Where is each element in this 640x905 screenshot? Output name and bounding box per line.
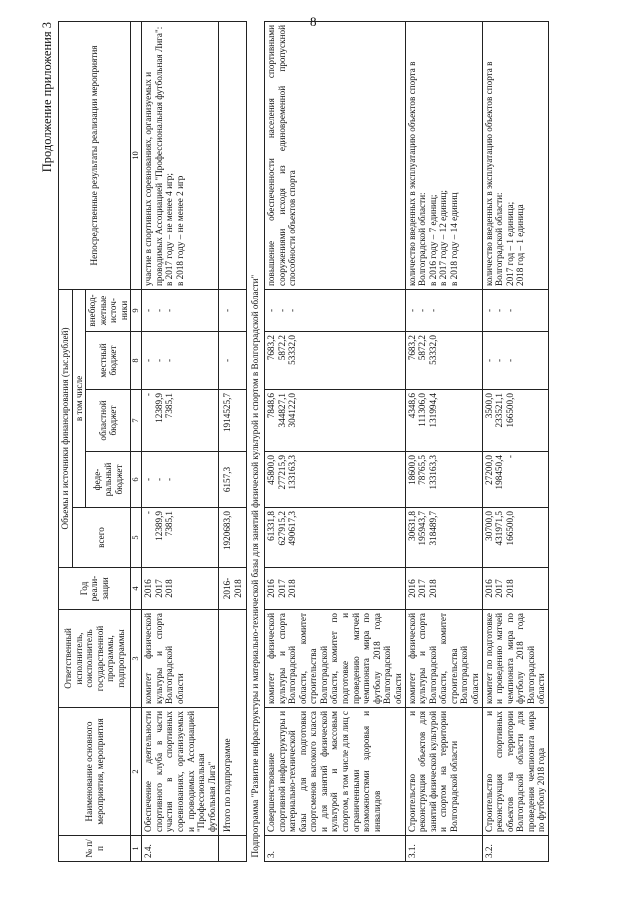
row-regional: 4348,6 111306,0 131994,4: [405, 390, 482, 452]
row-total: 30700,0 431971,5 166500,0: [482, 508, 548, 568]
header-local: местный бюджет: [86, 332, 131, 390]
col-number: 8: [131, 332, 142, 390]
col-number: 1: [131, 836, 142, 862]
page-number: 8: [310, 14, 317, 29]
row-total: 30631,8 195943,7 318489,7: [405, 508, 482, 568]
col-number: 3: [131, 610, 142, 708]
table-row: [142, 22, 219, 862]
column-numbers-row: [131, 22, 142, 862]
col-number: 9: [131, 290, 142, 332]
header-executor: Ответственный исполнитель, соисполнитель государственной программы, подпрограммы: [59, 610, 131, 708]
row-executor: комитет физической культуры и спорта Волгоградской области, комитет строительства Волгоградской области: [405, 610, 482, 708]
col-number: 2: [131, 708, 142, 836]
row-extrabudget: - - -: [405, 290, 482, 332]
subtotal-federal: 6157,3: [219, 452, 247, 508]
row-extrabudget: - - -: [142, 290, 219, 332]
row-federal: 45800,0 277215,9 133163,3: [265, 452, 406, 508]
row-local: 7683,2 5872,2 53332,0: [405, 332, 482, 390]
col-number: 5: [131, 508, 142, 568]
subprogram-title: Подпрограмма "Развитие инфраструктуры и материально-технической базы для занятий физической культурой и спортом в Волгоградской области": [247, 22, 265, 862]
row-federal: 27200,0 198450,4 -: [482, 452, 548, 508]
header-financing: Объемы и источники финансирования (тыс.рублей): [59, 290, 73, 568]
row-executor: комитет физической культуры и спорта Волгоградской области, комитет строительства Волгоградской области, комитет по подготовке и проведению матчей чемпионата мира по футболу 2018 года Волгоградской области: [265, 610, 406, 708]
row-executor: комитет физической культуры и спорта Волгоградской области: [142, 610, 219, 708]
header-total: всего: [72, 508, 131, 568]
row-num: 3.2.: [482, 836, 548, 862]
row-extrabudget: - - -: [482, 290, 548, 332]
row-result: количество введенных в эксплуатацию объектов спорта в Волгоградской области: 2017 год – 1 единица; 2018 год – 1 единица: [482, 22, 548, 290]
row-name: Строительство и реконструкция объектов для занятий физической культурой и спортом на территории Волгоградской области: [405, 708, 482, 836]
subtotal-years: 2016-2018: [219, 568, 247, 610]
row-result: повышение обеспеченности населения спортивными сооружениями исходя из единовременной пропускной способности объектов спорта: [265, 22, 406, 290]
row-num: 2.4.: [142, 836, 219, 862]
header-extrabudget: внебюд-жетные источ-ники: [86, 290, 131, 332]
row-regional: 7848,6 344827,1 304122,0: [265, 390, 406, 452]
header-results: Непосредственные результаты реализации мероприятия: [59, 22, 131, 290]
row-extrabudget: - - -: [265, 290, 406, 332]
row-years: 2016 2017 2018: [142, 568, 219, 610]
row-years: 2016 2017 2018: [405, 568, 482, 610]
table-row: [405, 22, 482, 862]
header-year: Год реали-зации: [59, 568, 131, 610]
row-result: количество введенных в эксплуатацию объектов спорта в Волгоградской области: в 2016 году – 7 единиц; в 2017 году – 12 единиц; в 2018 году – 14 единиц: [405, 22, 482, 290]
table-row: [265, 22, 406, 862]
subtotal-regional: 1914525,7: [219, 390, 247, 452]
header-regional: областной бюджет: [86, 390, 131, 452]
row-num: 3.: [265, 836, 406, 862]
subprogram-row: [247, 22, 265, 862]
row-executor: комитет по подготовке и проведению матчей чемпионата мира по футболу 2018 года Волгоградской области: [482, 610, 548, 708]
subtotal-extrabudget: -: [219, 290, 247, 332]
financing-table: [58, 21, 549, 862]
col-number: 7: [131, 390, 142, 452]
table-row: [482, 22, 548, 862]
rotated-page: [40, 22, 600, 862]
row-name: Совершенствование спортивной инфраструктуры и материально-технической базы для подготовки спортсменов высокого класса и для занятий физической культурой и массовым спортом, в том числе для лиц с ограниченными возможностями здоровья и инвалидов: [265, 708, 406, 836]
header-federal: феде-ральный бюджет: [86, 452, 131, 508]
row-federal: 18600,0 78765,5 133163,3: [405, 452, 482, 508]
header-name: Наименование основного мероприятия, мероприятия: [59, 708, 131, 836]
subtotal-label: Итого по подпрограмме: [219, 610, 247, 836]
continuation-note: Продолжение приложения 3: [40, 22, 54, 173]
row-local: - - -: [482, 332, 548, 390]
row-local: - - -: [142, 332, 219, 390]
col-number: 4: [131, 568, 142, 610]
header-num: № п/п: [59, 836, 131, 862]
row-years: 2016 2017 2018: [265, 568, 406, 610]
row-local: 7683,2 5872,2 53332,0: [265, 332, 406, 390]
row-years: 2016 2017 2018: [482, 568, 548, 610]
row-num: 3.1.: [405, 836, 482, 862]
row-name: Строительство и реконструкция спортивных объектов на территории Волгоградской области для проведения чемпионата мира по футболу 2018 года: [482, 708, 548, 836]
row-regional: 3500,0 233521,1 166500,0: [482, 390, 548, 452]
row-name: Обеспечение деятельности спортивного клуба в части участия в спортивных соревнованиях, организуемых и проводимых Ассоциацией "Профессиональная футбольная Лига": [142, 708, 219, 836]
row-total: 61331,8 627915,2 490617,3: [265, 508, 406, 568]
header-including: в том числе: [72, 290, 86, 508]
subtotal-row: [219, 22, 247, 862]
row-total: - 12389,9 7385,1: [142, 508, 219, 568]
subtotal-total: 1920683,0: [219, 508, 247, 568]
subtotal-local: -: [219, 332, 247, 390]
col-number: 10: [131, 22, 142, 290]
col-number: 6: [131, 452, 142, 508]
row-result: участие в спортивных соревнованиях, организуемых и проводимых Ассоциацией "Профессиональная футбольная Лига": в 2017 году – не менее 4 игр; в 2018 году – не менее 2 игр: [142, 22, 219, 290]
row-regional: - 12389,9 7385,1: [142, 390, 219, 452]
row-federal: - - -: [142, 452, 219, 508]
